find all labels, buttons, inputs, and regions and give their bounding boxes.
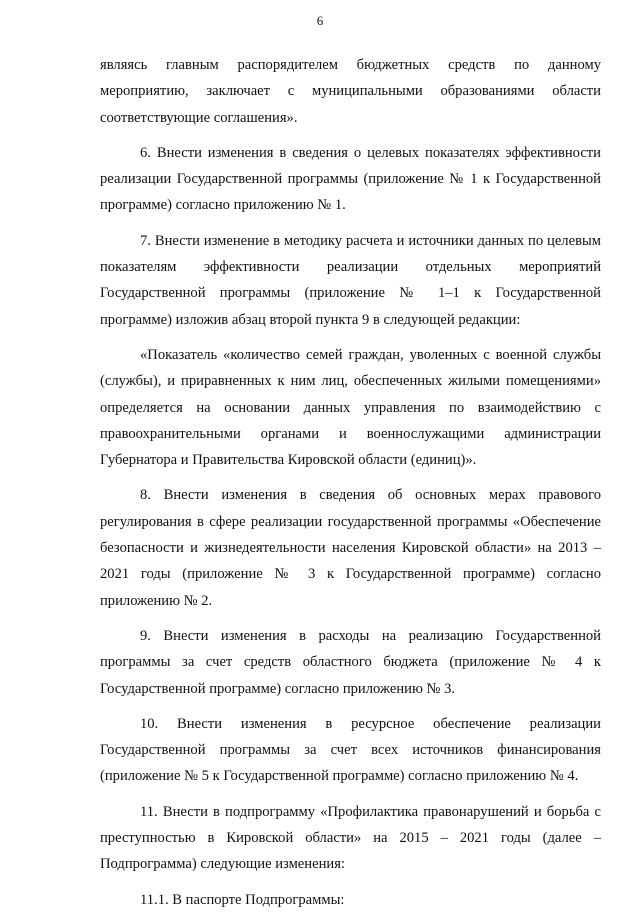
paragraph-item-10: 10. Внести изменения в ресурсное обеспечение реализации Государственной программы за счет всех источников финансирования (приложение № 5 к Государственной программе) согласно приложению № 4. — [100, 715, 601, 785]
paragraph-item-8: 8. Внести изменения в сведения об основных мерах правового регулирования в сфере реализации государственной программы «Обеспечение безопасности и жизнедеятельности населения Кировской области» на 2013 – 2021 годы (приложение № 3 к Государственной программе) согласно приложению № 2. — [100, 487, 601, 609]
paragraph-continuation: являясь главным распорядителем бюджетных средств по данному мероприятию, заключает с муниципальными образованиями области соответствующие соглашения». — [100, 57, 601, 126]
paragraph-item-6: 6. Внести изменения в сведения о целевых показателях эффективности реализации Государственной программы (приложение № 1 к Государственной программе) согласно приложению № 1. — [100, 144, 601, 214]
document-body — [100, 52, 601, 913]
paragraph-quote: «Показатель «количество семей граждан, уволенных с военной службы (службы), и приравненных к ним лиц, обеспеченных жилыми помещениями» определяется на основании данных управления по взаимодействию с правоохранительными органами и военнослужащими администрации Губернатора и Правительства Кировской области (единиц)». — [100, 346, 601, 469]
paragraph-item-11-1: 11.1. В паспорте Подпрограммы: — [140, 891, 345, 908]
paragraph-item-7: 7. Внести изменение в методику расчета и источники данных по целевым показателям эффективности реализации отдельных мероприятий Государственной программы (приложение № 1–1 к Государственной программе) изложив абзац второй пункта 9 в следующей редакции: — [100, 232, 601, 328]
paragraph-item-11: 11. Внести в подпрограмму «Профилактика правонарушений и борьба с преступностью в Кировской области» на 2015 – 2021 годы (далее – Подпрограмма) следующие изменения: — [100, 803, 601, 873]
paragraph-item-9: 9. Внести изменения в расходы на реализацию Государственной программы за счет средств областного бюджета (приложение № 4 к Государственной программе) согласно приложению № 3. — [100, 627, 601, 697]
page-number: 6 — [316, 13, 324, 28]
